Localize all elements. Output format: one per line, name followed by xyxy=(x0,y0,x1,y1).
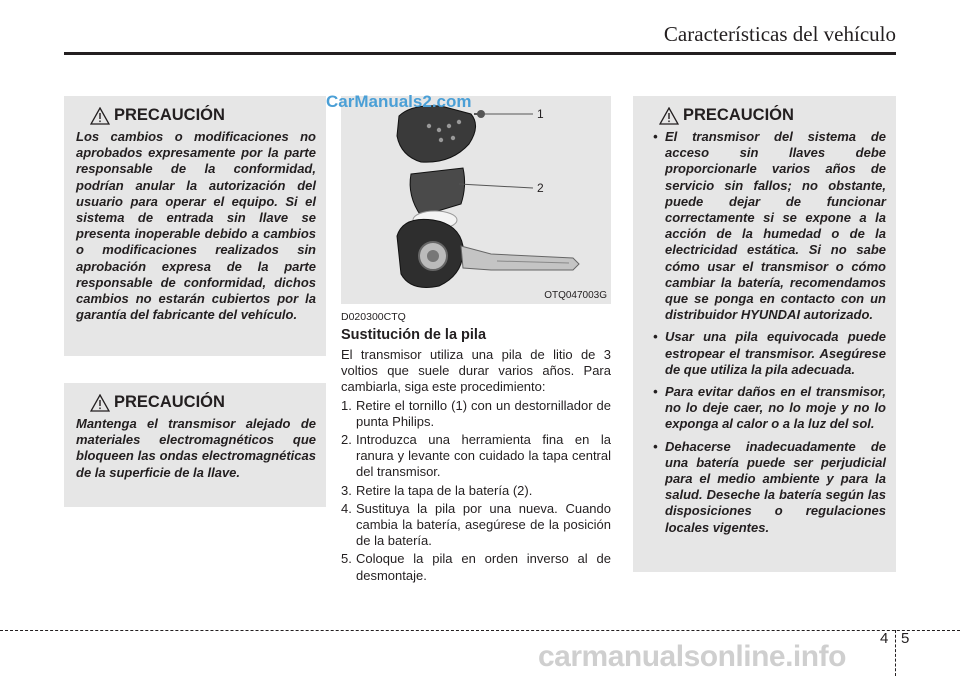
caution-heading xyxy=(90,106,316,125)
step-number: 3. xyxy=(341,482,352,498)
figure-code: OTQ047003G xyxy=(544,290,607,301)
steps-list xyxy=(341,398,611,584)
step-number: 2. xyxy=(341,432,352,448)
step-text: Sustituya la pila por una nueva. Cuando cambia la batería, asegúrese de la posición de la batería. xyxy=(356,500,611,549)
caution-bullet-list xyxy=(645,129,886,536)
warning-triangle-icon xyxy=(659,107,679,125)
step-number: 4. xyxy=(341,500,352,516)
step-text: Introduzca una herramienta fina en la ranura y levante con cuidado la tapa central del transmisor. xyxy=(356,432,611,480)
step-number: 1. xyxy=(341,397,352,413)
caution-text: Mantenga el transmisor alejado de materiales electromagnéticos que bloqueen las ondas electromagnéticas de la superficie de la llave. xyxy=(76,416,316,480)
warning-triangle-icon xyxy=(90,394,110,412)
caution-box-electromagnetic xyxy=(64,383,326,507)
step-text: Retire el tornillo (1) con un destornillador de punta Philips. xyxy=(356,397,611,429)
step-text: Retire la tapa de la batería (2). xyxy=(356,482,533,498)
step-text: Coloque la pila en orden inverso al de desmontaje. xyxy=(356,551,611,583)
caution-bullet-item: • El transmisor del sistema de acceso sin llaves debe proporcionarle varios años de servicio sin fallos; no obstante, puede dejar de funcionar correctamente si se expone a la acción de la humedad o de la electricidad estática. Si no sabe cómo usar el transmisor o cómo cambiar la batería, recomendamos que se ponga en contacto con un distribuidor HYUNDAI autorizado. xyxy=(645,129,886,323)
caution-box-modifications xyxy=(64,96,326,356)
callout-label-1: 1 xyxy=(537,107,544,121)
section-body xyxy=(341,347,611,586)
transmitter-cover-image xyxy=(397,106,476,162)
caution-heading-text: PRECAUCIÓN xyxy=(114,106,225,124)
step-item xyxy=(341,432,611,481)
key-battery-figure xyxy=(341,96,611,304)
caution-bullet-item: • Dehacerse inadecuadamente de una batería puede ser perjudicial para el medio ambiente y para la salud. Deseche la batería según las disposiciones o regulaciones locales vigentes. xyxy=(645,439,886,536)
page-header-title: Características del vehículo xyxy=(663,22,896,46)
warning-triangle-icon xyxy=(90,107,110,125)
key-fob-illustration xyxy=(341,96,611,304)
footer-rule xyxy=(0,630,960,631)
step-item xyxy=(341,501,611,550)
caution-box-transmitter-care xyxy=(633,96,896,572)
caution-heading-text: PRECAUCIÓN xyxy=(683,106,794,124)
callout-line-2 xyxy=(459,184,533,188)
section-title: Sustitución de la pila xyxy=(341,327,487,343)
page-number: 5 xyxy=(901,630,910,647)
section-intro: El transmisor utiliza una pila de litio de 3 voltios que suele durar varios años. Para cambiarla, siga este procedimiento: xyxy=(341,347,611,395)
transmitter-base-image xyxy=(397,219,579,287)
step-item xyxy=(341,483,611,499)
step-item xyxy=(341,551,611,583)
header-rule xyxy=(64,52,896,55)
watermark-bottom: carmanualsonline.info xyxy=(538,640,846,673)
caution-bullet-item: • Usar una pila equivocada puede estropear el transmisor. Asegúrese de que utiliza la pila adecuada. xyxy=(645,329,886,378)
step-number: 5. xyxy=(341,551,352,567)
page-chapter-number: 4 xyxy=(880,630,889,647)
section-code: D020300CTQ xyxy=(341,311,406,323)
caution-bullet-item: • Para evitar daños en el transmisor, no lo deje caer, no lo moje y no lo exponga al calor o a la luz del sol. xyxy=(645,384,886,433)
caution-heading xyxy=(659,106,886,125)
caution-heading xyxy=(90,393,316,412)
page-number-separator xyxy=(895,630,896,676)
callout-label-2: 2 xyxy=(537,181,544,195)
screw-image xyxy=(474,110,485,118)
watermark-top: CarManuals2.com xyxy=(326,92,472,111)
caution-text: Los cambios o modificaciones no aprobados expresamente por la parte responsable de la conformidad, podrían anular la autorización del usuario para operar el equipo. Si el sistema de entrada sin llave se presenta inoperable debido a cambios o modificaciones realizados sin aprobación expresa de la parte responsable de conformidad, dichos cambios no estarán cubiertos por la garantía del fabricante del vehículo. xyxy=(76,129,316,323)
caution-heading-text: PRECAUCIÓN xyxy=(114,393,225,411)
step-item xyxy=(341,398,611,430)
